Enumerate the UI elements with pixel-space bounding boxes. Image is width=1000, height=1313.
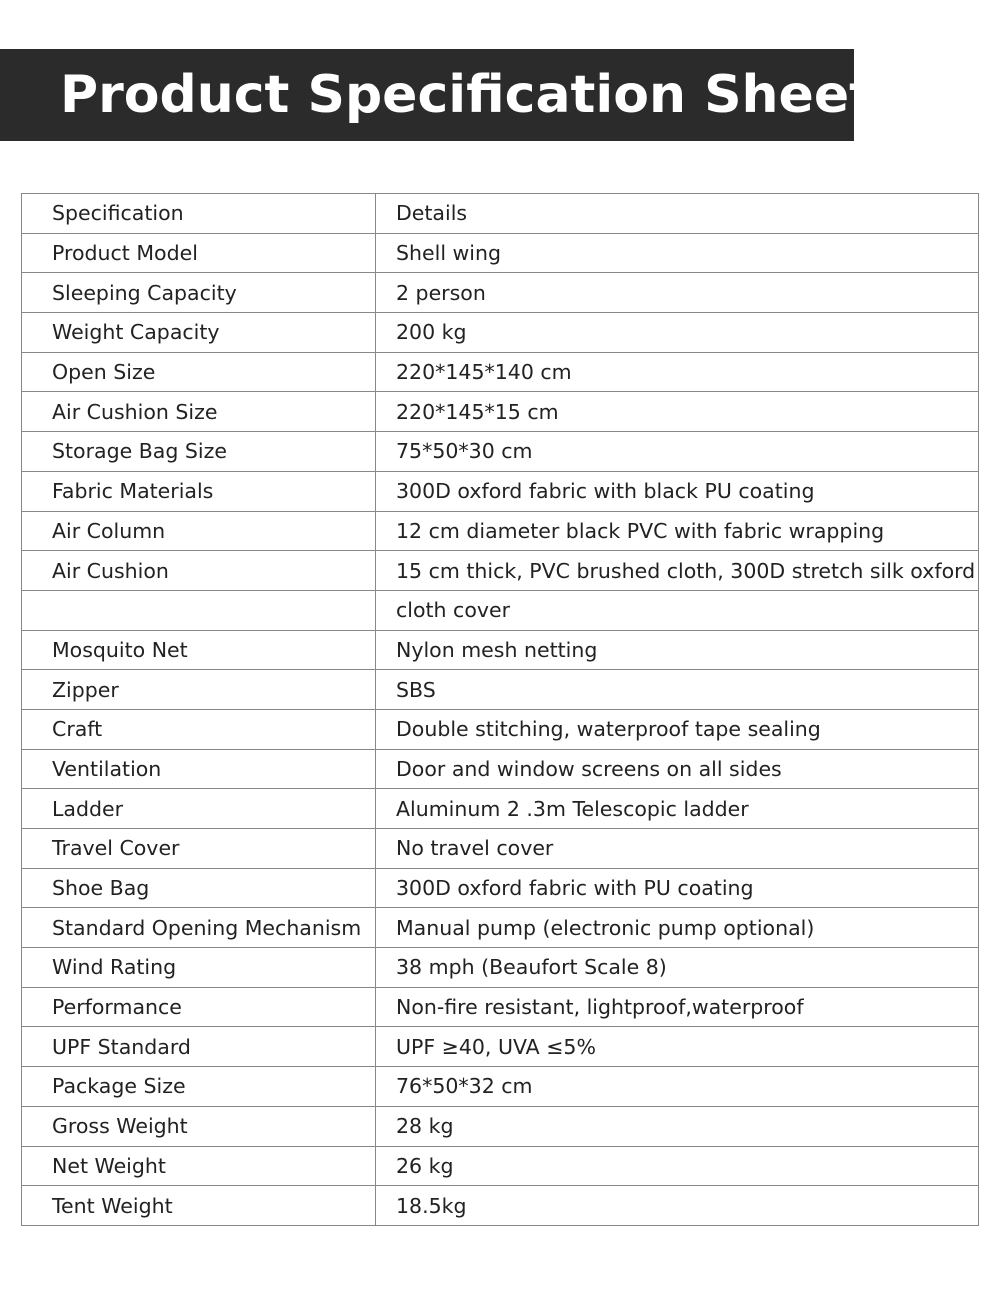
table-row	[22, 987, 979, 1027]
table-row	[22, 709, 979, 749]
spec-value: 200 kg	[376, 313, 979, 353]
spec-value: 12 cm diameter black PVC with fabric wrapping	[376, 511, 979, 551]
table-row	[22, 511, 979, 551]
spec-label: Standard Opening Mechanism	[22, 908, 376, 948]
spec-value: 76*50*32 cm	[376, 1067, 979, 1107]
table-row	[22, 1186, 979, 1226]
spec-label: Wind Rating	[22, 948, 376, 988]
spec-value: Aluminum 2 .3m Telescopic ladder	[376, 789, 979, 829]
spec-value: 75*50*30 cm	[376, 432, 979, 472]
spec-value: 18.5kg	[376, 1186, 979, 1226]
table-row	[22, 471, 979, 511]
table-row	[22, 868, 979, 908]
spec-label: UPF Standard	[22, 1027, 376, 1067]
spec-value: 38 mph (Beaufort Scale 8)	[376, 948, 979, 988]
table-row	[22, 1146, 979, 1186]
spec-label: Open Size	[22, 352, 376, 392]
spec-value: Double stitching, waterproof tape sealing	[376, 709, 979, 749]
spec-value: Nylon mesh netting	[376, 630, 979, 670]
spec-label	[22, 590, 376, 630]
spec-label: Ladder	[22, 789, 376, 829]
table-row	[22, 829, 979, 869]
page-title: Product Specification Sheet	[60, 65, 874, 125]
table-row	[22, 590, 979, 630]
specification-table-body	[22, 194, 979, 1226]
table-row	[22, 273, 979, 313]
table-row	[22, 1027, 979, 1067]
spec-label: Product Model	[22, 233, 376, 273]
spec-label: Tent Weight	[22, 1186, 376, 1226]
table-row	[22, 392, 979, 432]
spec-value: 15 cm thick, PVC brushed cloth, 300D stretch silk oxford	[376, 551, 979, 591]
table-row	[22, 1106, 979, 1146]
spec-label: Air Column	[22, 511, 376, 551]
table-row	[22, 670, 979, 710]
spec-value: UPF ≥40, UVA ≤5%	[376, 1027, 979, 1067]
spec-value: 2 person	[376, 273, 979, 313]
spec-value: 28 kg	[376, 1106, 979, 1146]
spec-label: Ventilation	[22, 749, 376, 789]
spec-label: Weight Capacity	[22, 313, 376, 353]
spec-label: Package Size	[22, 1067, 376, 1107]
title-banner	[0, 49, 874, 141]
spec-value: Shell wing	[376, 233, 979, 273]
spec-value: Manual pump (electronic pump optional)	[376, 908, 979, 948]
spec-label: Craft	[22, 709, 376, 749]
table-row	[22, 749, 979, 789]
table-row	[22, 313, 979, 353]
spec-value: 220*145*15 cm	[376, 392, 979, 432]
spec-value: SBS	[376, 670, 979, 710]
spec-value: cloth cover	[376, 590, 979, 630]
spec-label: Air Cushion Size	[22, 392, 376, 432]
spec-value: 26 kg	[376, 1146, 979, 1186]
spec-label: Gross Weight	[22, 1106, 376, 1146]
table-row	[22, 789, 979, 829]
spec-label: Fabric Materials	[22, 471, 376, 511]
table-row	[22, 1067, 979, 1107]
spec-label: Shoe Bag	[22, 868, 376, 908]
spec-value: 300D oxford fabric with PU coating	[376, 868, 979, 908]
spec-value: Non-fire resistant, lightproof,waterproof	[376, 987, 979, 1027]
spec-value: 300D oxford fabric with black PU coating	[376, 471, 979, 511]
table-row	[22, 908, 979, 948]
spec-label: Sleeping Capacity	[22, 273, 376, 313]
spec-value: 220*145*140 cm	[376, 352, 979, 392]
table-row	[22, 630, 979, 670]
spec-label: Air Cushion	[22, 551, 376, 591]
spec-value: Details	[376, 194, 979, 234]
spec-label: Storage Bag Size	[22, 432, 376, 472]
specification-table	[21, 193, 979, 1226]
spec-value: No travel cover	[376, 829, 979, 869]
spec-label: Specification	[22, 194, 376, 234]
spec-label: Travel Cover	[22, 829, 376, 869]
spec-label: Mosquito Net	[22, 630, 376, 670]
spec-label: Zipper	[22, 670, 376, 710]
spec-value: Door and window screens on all sides	[376, 749, 979, 789]
table-row	[22, 233, 979, 273]
table-row	[22, 948, 979, 988]
table-row	[22, 432, 979, 472]
spec-label: Net Weight	[22, 1146, 376, 1186]
table-row	[22, 551, 979, 591]
table-row	[22, 352, 979, 392]
spec-label: Performance	[22, 987, 376, 1027]
table-row	[22, 194, 979, 234]
